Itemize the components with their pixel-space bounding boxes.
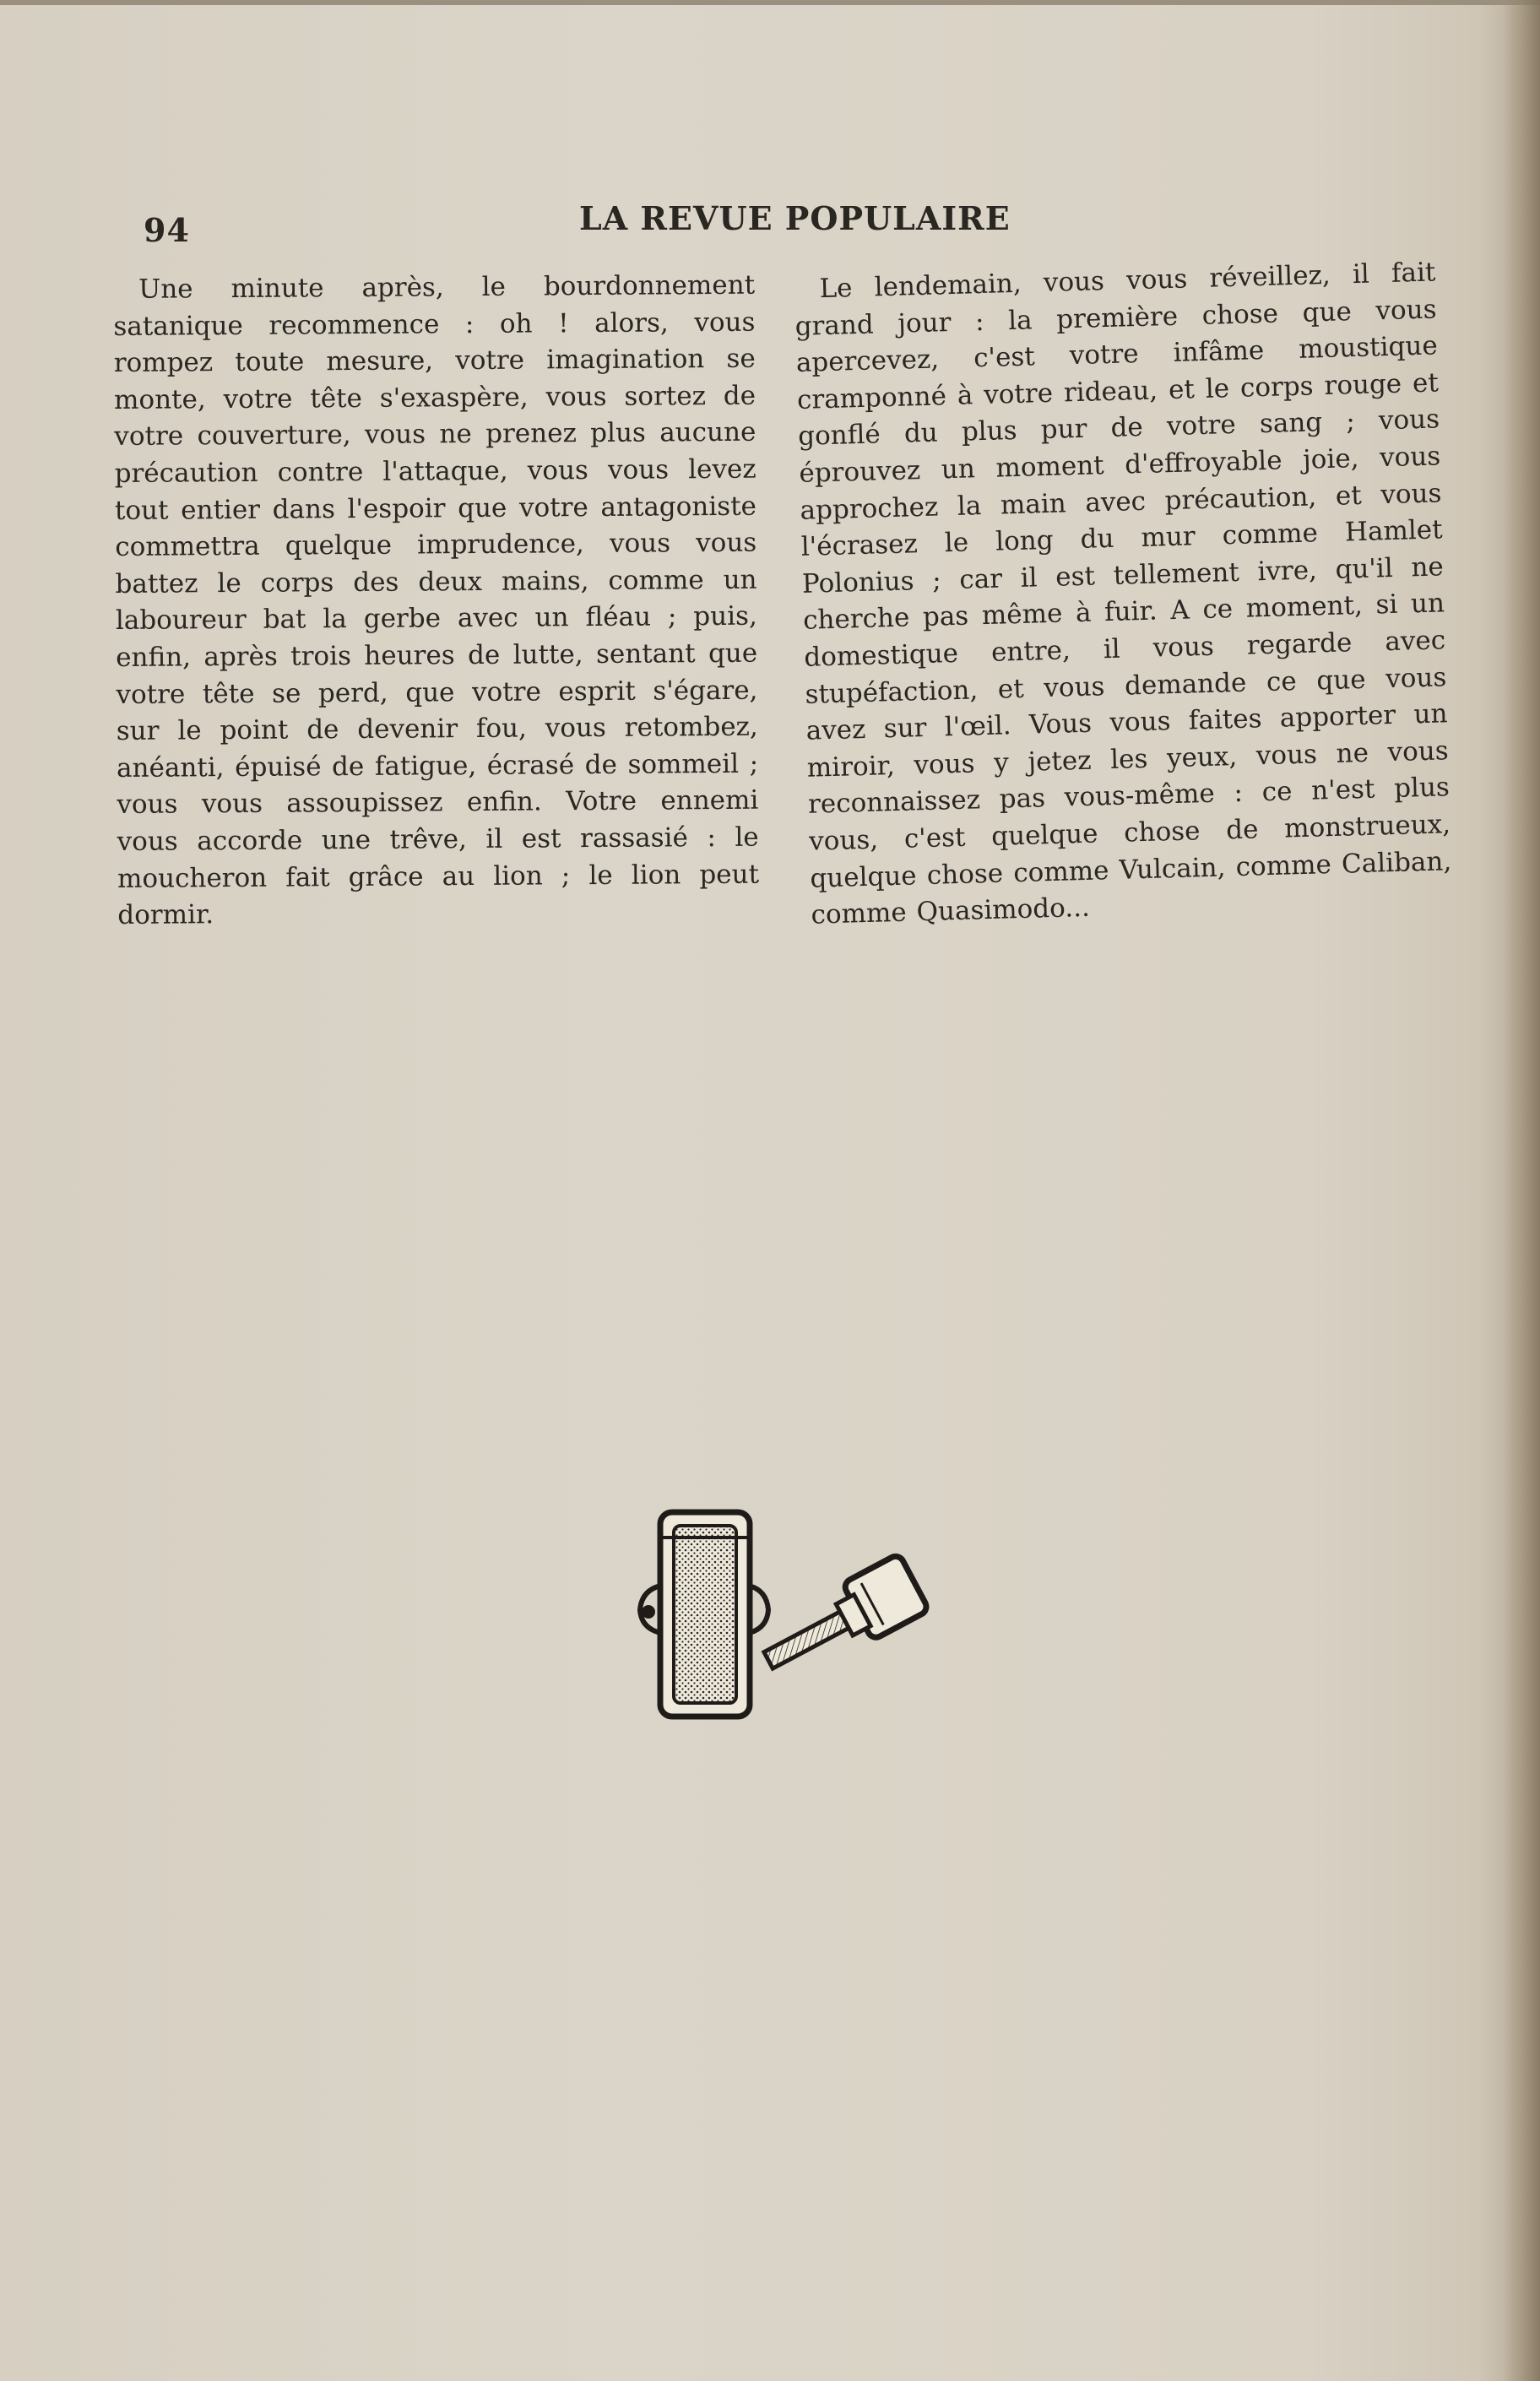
left-column bbox=[113, 268, 759, 935]
running-head bbox=[144, 196, 1410, 247]
rubber-stamp bbox=[753, 1554, 930, 1688]
ink-pad-and-rubber-stamp-icon bbox=[625, 1507, 954, 1727]
binding-shadow bbox=[1503, 0, 1540, 2381]
page-number: 94 bbox=[144, 211, 190, 249]
journal-title: LA REVUE POPULAIRE bbox=[579, 199, 1011, 237]
right-column bbox=[794, 254, 1453, 934]
left-column-paragraph: Une minute après, le bourdonnement satanique recommence : oh ! alors, vous rompez toute mesure, votre imagination se monte, votre tête s'exaspère, vous sortez de votre couverture, vous ne prenez plus aucune précaution contre l'attaque, vous vous levez tout entier dans l'espoir que votre antagoniste commettra quelque imprudence, vous vous battez le corps des deux mains, comme un laboureur bat la gerbe avec un fléau ; puis, enfin, après trois heures de lutte, sentant que votre tête se perd, que votre esprit s'égare, sur le point de devenir fou, vous retombez, anéanti, épuisé de fatigue, écrasé de sommeil ; vous vous assoupissez enfin. Votre ennemi vous accorde une trêve, il est rassasié : le moucheron fait grâce au lion ; le lion peut dormir. bbox=[113, 269, 760, 931]
right-column-paragraph: Le lendemain, vous vous réveillez, il fait grand jour : la première chose que vous apercevez, c'est votre infâme moustique cramponné à votre rideau, et le corps rouge et gonflé du plus pur de votre sang ; vous éprouvez un moment d'effroyable joie, vous approchez la main avec précaution, et vous l'écrasez le long du mur comme Hamlet Polonius ; car il est tellement ivre, qu'il ne cherche pas même à fuir. A ce moment, si un domestique entre, il vous regarde avec stupéfaction, et vous demande ce que vous avez sur l'œil. Vous vous faites apporter un miroir, vous y jetez les yeux, vous ne vous reconnaissez pas vous-même : ce n'est plus vous, c'est quelque chose de monstrueux, quelque chose comme Vulcain, comme Caliban, comme Quasimodo... bbox=[794, 257, 1452, 930]
page-top-edge bbox=[0, 0, 1540, 5]
